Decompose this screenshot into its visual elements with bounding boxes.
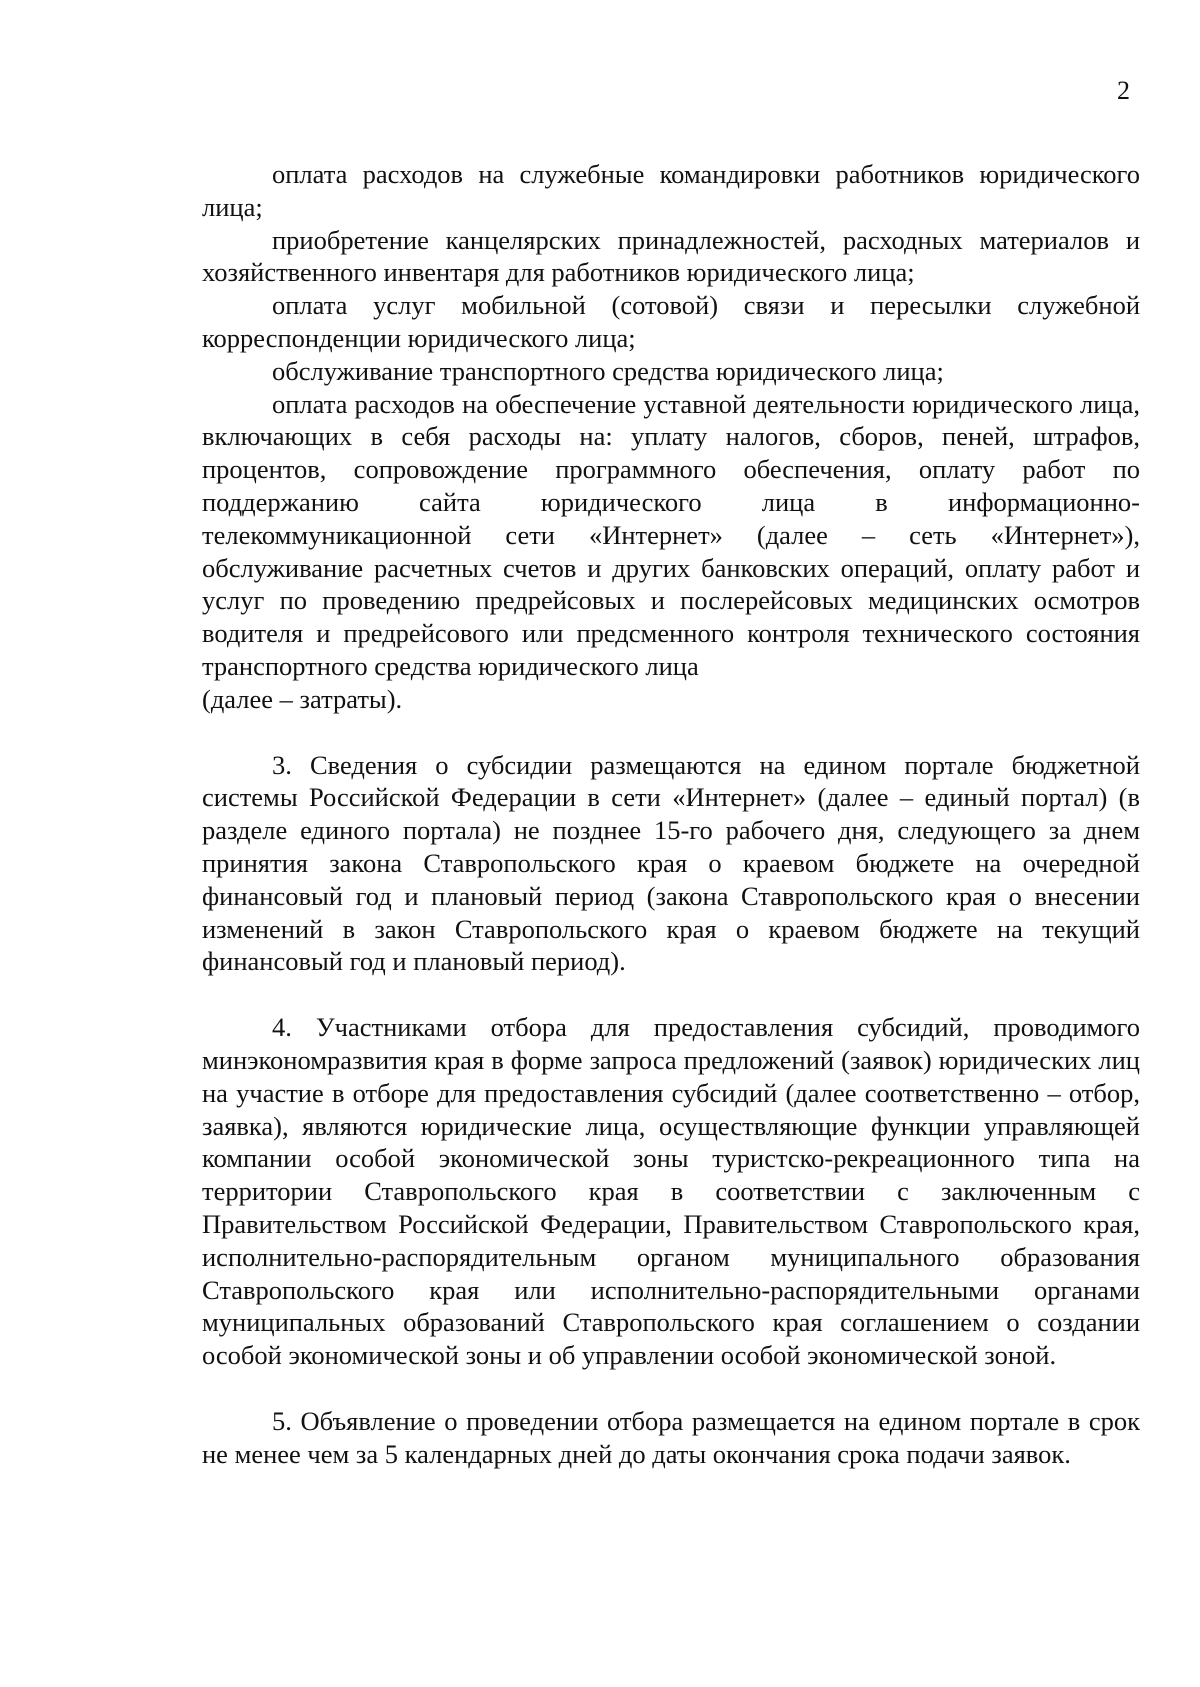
expense-item: оплата расходов на обеспечение уставной деятельности юридического лица, включающих в себя расходы на: уплату налогов, сборов, пеней, штрафов, процентов, сопровождение программного обеспечения, оплату работ по поддержанию сайта юридического лица в информационно-телекоммуникационной сети «Интернет» (далее – сеть «Интернет»), обслуживание расчетных счетов и других банковских операций, оплату работ и услуг по проведению предрейсовых и послерейсовых медицинских осмотров водителя и предрейсового или предсменного контроля технического состояния транспортного средства юридического лица (202, 388, 1140, 681)
page-number: 2 (1117, 76, 1130, 105)
paragraph-3: 3. Сведения о субсидии размещаются на едином портале бюджетной системы Российской Федерации в сети «Интернет» (далее – единый портал) (в разделе единого портала) не позднее 15-го рабочего дня, следующего за днем принятия закона Ставропольского края о краевом бюджете на очередной финансовый год и плановый период (закона Ставропольского края о внесении изменений в закон Ставропольского края о краевом бюджете на текущий финансовый год и плановый период). (202, 749, 1140, 977)
expense-items-tail: (далее – затраты). (202, 683, 403, 714)
expense-item: оплата услуг мобильной (сотовой) связи и пересылки служебной корреспонденции юридического лица; (202, 290, 1140, 353)
expense-item: обслуживание транспортного средства юридического лица; (272, 355, 944, 386)
expense-item: оплата расходов на служебные командировки работников юридического лица; (202, 159, 1140, 222)
expense-item: приобретение канцелярских принадлежностей, расходных материалов и хозяйственного инвентаря для работников юридического лица; (202, 224, 1140, 288)
document-body (202, 158, 1140, 1470)
paragraph-4: 4. Участниками отбора для предоставления субсидий, проводимого минэкономразвития края в форме запроса предложений (заявок) юридических лиц на участие в отборе для предоставления субсидий (далее соответственно – отбор, заявка), являются юридические лица, осуществляющие функции управляющей компании особой экономической зоны туристско-рекреационного типа на территории Ставропольского края в соответствии с заключенным с Правительством Российской Федерации, Правительством Ставропольского края, исполнительно-распорядительным органом муниципального образования Ставропольского края или исполнительно-распорядительными органами муниципальных образований Ставропольского края соглашением о создании особой экономической зоны и об управлении особой экономической зоной. (202, 1012, 1140, 1371)
paragraph-5: 5. Объявление о проведении отбора размещается на едином портале в срок не менее чем за 5 календарных дней до даты окончания срока подачи заявок. (202, 1405, 1140, 1469)
